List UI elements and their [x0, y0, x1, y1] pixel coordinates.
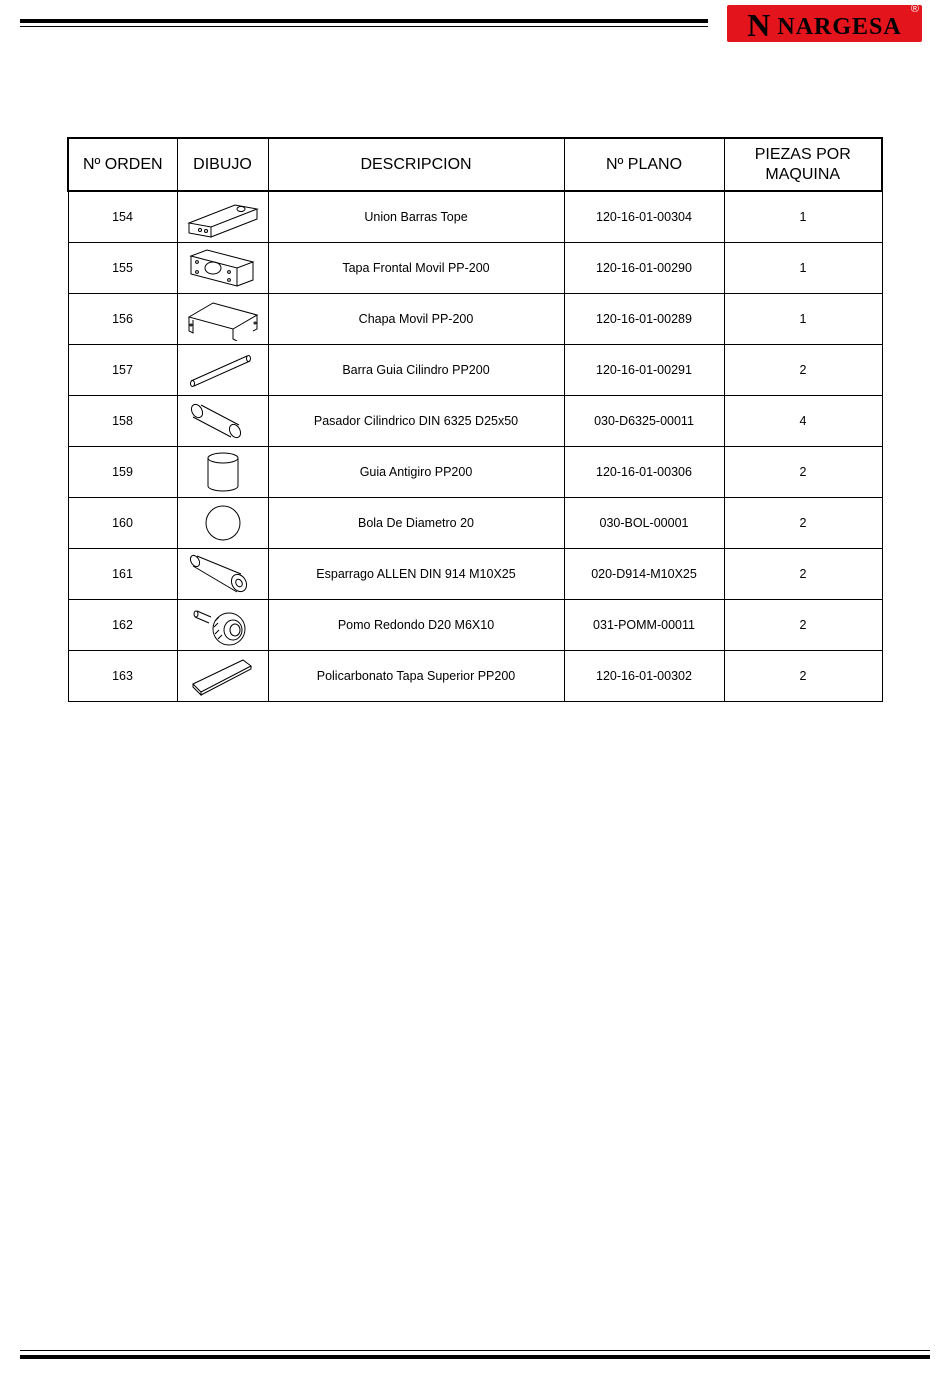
- table-row: [68, 600, 882, 651]
- plano-cell: 120-16-01-00306: [564, 447, 724, 498]
- plano-cell: 120-16-01-00290: [564, 243, 724, 294]
- drawing-cell: [177, 498, 268, 549]
- cylinder-icon: [178, 450, 268, 494]
- plano-cell: 120-16-01-00291: [564, 345, 724, 396]
- plano-cell: 030-BOL-00001: [564, 498, 724, 549]
- descripcion-cell: Guia Antigiro PP200: [268, 447, 564, 498]
- drawing-cell: [177, 600, 268, 651]
- ball-icon: [178, 501, 268, 545]
- orden-cell: 159: [68, 447, 177, 498]
- table-header-row: [68, 138, 882, 191]
- drawing-cell: [177, 549, 268, 600]
- orden-cell: 162: [68, 600, 177, 651]
- header-orden: Nº ORDEN: [68, 138, 177, 191]
- piezas-cell: 4: [724, 396, 882, 447]
- plano-cell: 031-POMM-00011: [564, 600, 724, 651]
- drawing-cell: [177, 243, 268, 294]
- orden-cell: 157: [68, 345, 177, 396]
- descripcion-cell: Union Barras Tope: [268, 191, 564, 243]
- rod-icon: [178, 348, 268, 392]
- header-dibujo: DIBUJO: [177, 138, 268, 191]
- parts-table: [67, 137, 883, 702]
- table-row: [68, 345, 882, 396]
- descripcion-cell: Tapa Frontal Movil PP-200: [268, 243, 564, 294]
- footer-rule-thin: [20, 1350, 930, 1351]
- piezas-cell: 1: [724, 191, 882, 243]
- piezas-cell: 2: [724, 498, 882, 549]
- logo-name: NARGESA: [777, 14, 902, 40]
- cover-plate-icon: [178, 654, 268, 698]
- table-row: [68, 651, 882, 702]
- piezas-cell: 2: [724, 600, 882, 651]
- header-plano: Nº PLANO: [564, 138, 724, 191]
- drawing-cell: [177, 345, 268, 396]
- footer-rule: [20, 1355, 930, 1359]
- header-rule-thin: [20, 26, 708, 27]
- plano-cell: 120-16-01-00289: [564, 294, 724, 345]
- orden-cell: 154: [68, 191, 177, 243]
- piezas-cell: 2: [724, 345, 882, 396]
- plano-cell: 020-D914-M10X25: [564, 549, 724, 600]
- descripcion-cell: Esparrago ALLEN DIN 914 M10X25: [268, 549, 564, 600]
- header-piezas: PIEZAS POR MAQUINA: [724, 138, 882, 191]
- piezas-cell: 1: [724, 294, 882, 345]
- descripcion-cell: Bola De Diametro 20: [268, 498, 564, 549]
- drawing-cell: [177, 396, 268, 447]
- knob-icon: [178, 603, 268, 647]
- table-row: [68, 294, 882, 345]
- descripcion-cell: Pasador Cilindrico DIN 6325 D25x50: [268, 396, 564, 447]
- plano-cell: 120-16-01-00302: [564, 651, 724, 702]
- header-rule: [20, 19, 708, 23]
- table-row: [68, 396, 882, 447]
- orden-cell: 155: [68, 243, 177, 294]
- front-plate-icon: [178, 246, 268, 290]
- piezas-cell: 1: [724, 243, 882, 294]
- logo-mark: N: [747, 7, 772, 43]
- table-row: [68, 549, 882, 600]
- logo-registered-mark: ®: [910, 3, 919, 15]
- set-screw-icon: [178, 552, 268, 596]
- plano-cell: 120-16-01-00304: [564, 191, 724, 243]
- orden-cell: 160: [68, 498, 177, 549]
- descripcion-cell: Barra Guia Cilindro PP200: [268, 345, 564, 396]
- orden-cell: 161: [68, 549, 177, 600]
- table-row: [68, 191, 882, 243]
- drawing-cell: [177, 651, 268, 702]
- piezas-cell: 2: [724, 549, 882, 600]
- drawing-cell: [177, 294, 268, 345]
- bar-block-icon: [178, 195, 268, 239]
- drawing-cell: [177, 447, 268, 498]
- header-descripcion: DESCRIPCION: [268, 138, 564, 191]
- piezas-cell: 2: [724, 447, 882, 498]
- table-row: [68, 498, 882, 549]
- orden-cell: 158: [68, 396, 177, 447]
- table-row: [68, 447, 882, 498]
- orden-cell: 163: [68, 651, 177, 702]
- nargesa-logo: [727, 5, 922, 42]
- descripcion-cell: Pomo Redondo D20 M6X10: [268, 600, 564, 651]
- drawing-cell: [177, 191, 268, 243]
- descripcion-cell: Policarbonato Tapa Superior PP200: [268, 651, 564, 702]
- orden-cell: 156: [68, 294, 177, 345]
- plano-cell: 030-D6325-00011: [564, 396, 724, 447]
- piezas-cell: 2: [724, 651, 882, 702]
- table-row: [68, 243, 882, 294]
- bent-sheet-icon: [178, 297, 268, 341]
- descripcion-cell: Chapa Movil PP-200: [268, 294, 564, 345]
- pin-icon: [178, 399, 268, 443]
